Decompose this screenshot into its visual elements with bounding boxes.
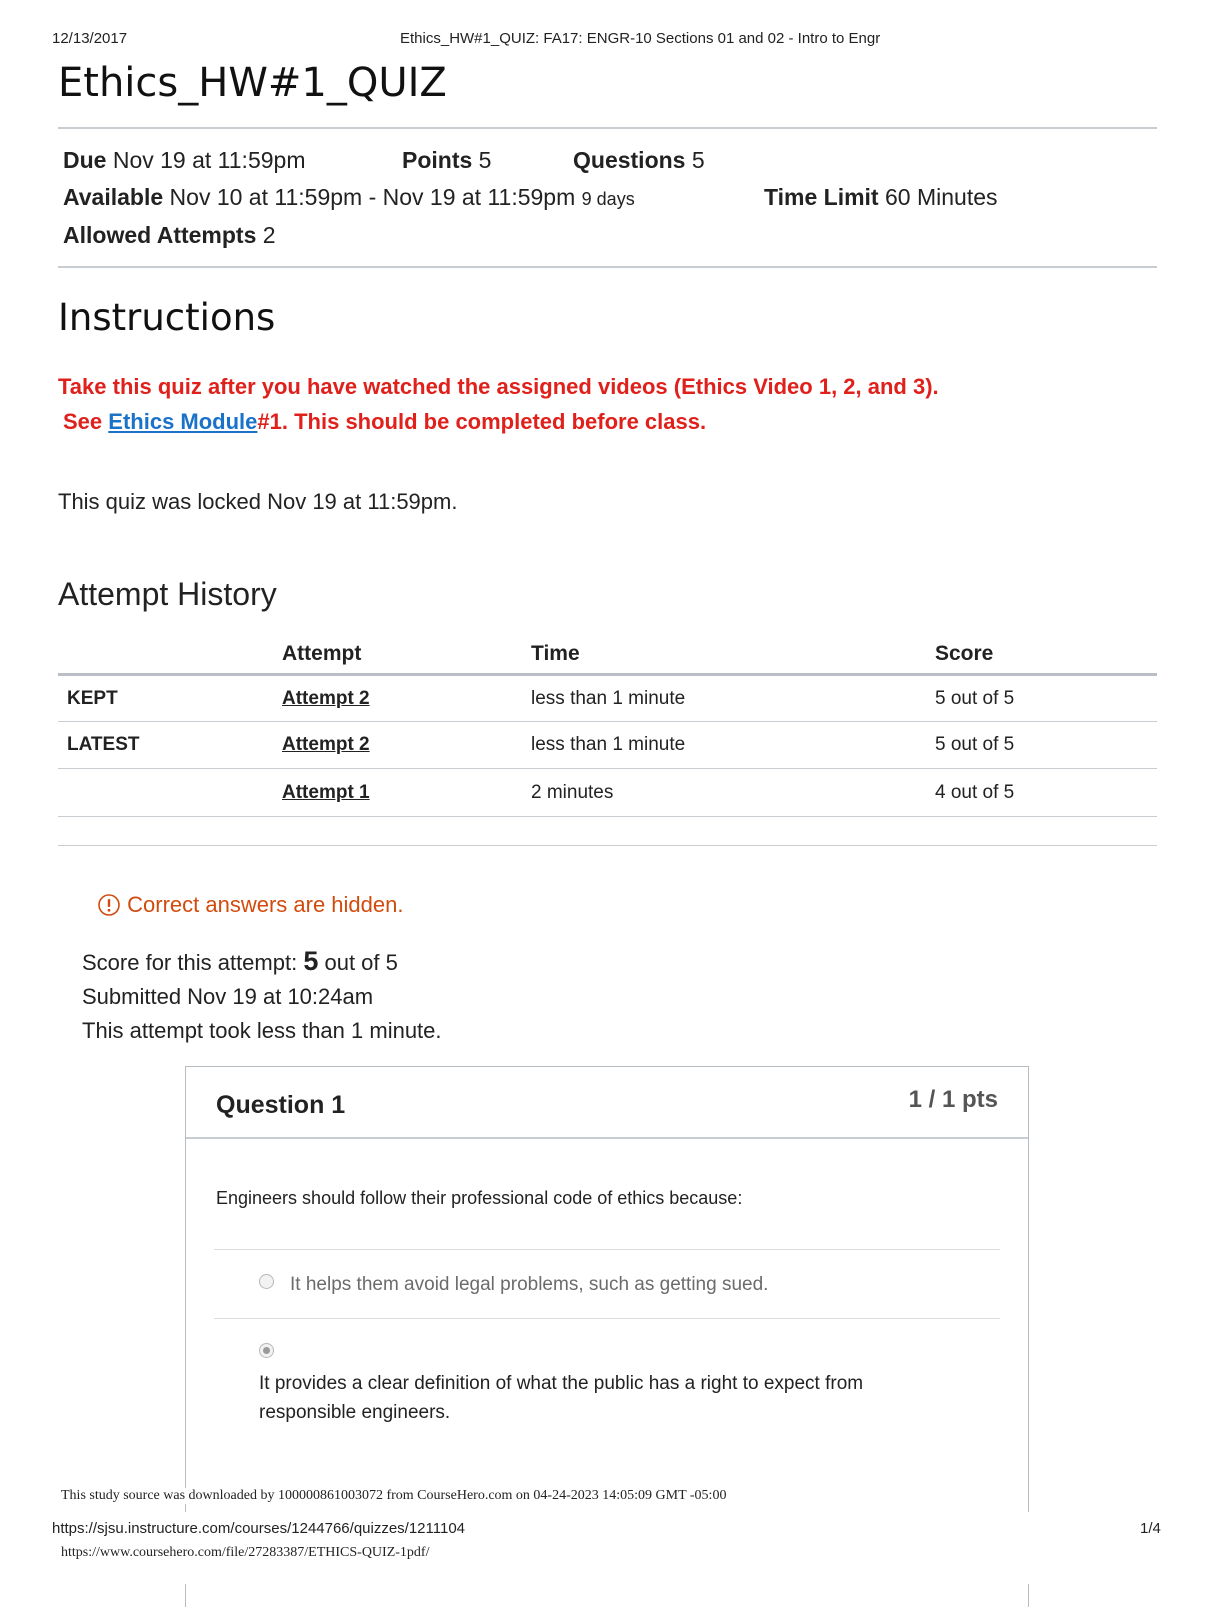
row-time: less than 1 minute (531, 734, 686, 755)
row-time: 2 minutes (531, 782, 614, 803)
option-2-radio[interactable] (259, 1343, 274, 1358)
question-header (186, 1067, 1028, 1139)
question-points: 1 / 1 pts (908, 1086, 998, 1113)
quiz-title: Ethics_HW#1_QUIZ (58, 60, 447, 106)
table-header-divider (58, 673, 1157, 676)
questions-info (573, 147, 705, 174)
row-time: less than 1 minute (531, 688, 686, 709)
due-info (63, 147, 305, 174)
print-page-title: Ethics_HW#1_QUIZ: FA17: ENGR-10 Sections 01 and 02 - Intro to Engr (400, 30, 881, 47)
question-prompt: Engineers should follow their professional code of ethics because: (216, 1188, 743, 1208)
column-header-time: Time (531, 642, 580, 665)
title-divider (58, 127, 1157, 129)
instructions-see: See (63, 409, 103, 434)
column-header-attempt: Attempt (282, 642, 362, 665)
option-2-text (259, 1369, 863, 1427)
table-row-divider (58, 768, 1157, 769)
option-2-line-1: It provides a clear definition of what the public has a right to expect from (259, 1373, 864, 1394)
option-2-line-2: responsible engineers. (259, 1402, 451, 1423)
option-1-text: It helps them avoid legal problems, such as getting sued. (290, 1274, 769, 1295)
instructions-line-1: Take this quiz after you have watched the assigned videos (Ethics Video 1, 2, and 3). (58, 374, 939, 399)
available-label: Available (63, 184, 164, 210)
attempts-info (63, 222, 276, 249)
page-number: 1/4 (1140, 1520, 1161, 1537)
warning-icon (97, 893, 121, 917)
row-score: 5 out of 5 (935, 688, 1015, 709)
row-score: 5 out of 5 (935, 734, 1015, 755)
print-date: 12/13/2017 (52, 30, 128, 47)
score-suffix: out of 5 (324, 950, 398, 975)
time-limit-label: Time Limit (764, 184, 879, 210)
questions-value: 5 (691, 147, 705, 173)
attempts-value: 2 (262, 222, 276, 248)
time-limit-info (764, 184, 998, 211)
available-days: 9 days (581, 189, 635, 209)
time-limit-value: 60 Minutes (885, 184, 998, 210)
attempt-link-kept[interactable]: Attempt 2 (282, 688, 370, 709)
points-label: Points (402, 147, 473, 173)
hidden-answers-notice (97, 892, 403, 918)
question-title: Question 1 (216, 1091, 346, 1119)
points-value: 5 (478, 147, 492, 173)
score-prefix: Score for this attempt: (82, 950, 298, 975)
attempts-label: Allowed Attempts (63, 222, 257, 248)
row-tag-kept: KEPT (67, 688, 118, 709)
meta-divider (58, 266, 1157, 268)
source-url: https://www.coursehero.com/file/27283387/ETHICS-QUIZ-1pdf/ (61, 1545, 430, 1560)
column-header-score: Score (935, 642, 994, 665)
option-1-radio[interactable] (259, 1274, 274, 1289)
row-tag-latest: LATEST (67, 734, 140, 755)
submitted-time: Submitted Nov 19 at 10:24am (82, 984, 374, 1009)
attempt-score (82, 946, 398, 977)
score-value: 5 (303, 946, 319, 976)
available-value: Nov 10 at 11:59pm - Nov 19 at 11:59pm (169, 184, 576, 210)
instructions-line-2 (63, 409, 706, 435)
locked-notice: This quiz was locked Nov 19 at 11:59pm. (58, 489, 458, 514)
table-row-divider (58, 721, 1157, 722)
due-value: Nov 19 at 11:59pm (112, 147, 306, 173)
instructions-heading: Instructions (58, 296, 276, 339)
section-divider (58, 845, 1157, 846)
due-label: Due (63, 147, 107, 173)
points-info (402, 147, 491, 174)
instructions-suffix: #1. This should be completed before class. (257, 409, 707, 434)
attempt-link-latest[interactable]: Attempt 2 (282, 734, 370, 755)
attempt-duration: This attempt took less than 1 minute. (82, 1018, 442, 1043)
attempt-link-1[interactable]: Attempt 1 (282, 782, 370, 803)
available-info (63, 184, 635, 211)
table-row-divider (58, 816, 1157, 817)
row-score: 4 out of 5 (935, 782, 1015, 803)
attempt-history-heading: Attempt History (58, 576, 277, 612)
option-divider (214, 1318, 1000, 1319)
questions-label: Questions (573, 147, 686, 173)
option-divider (214, 1249, 1000, 1250)
ethics-module-link[interactable]: Ethics Module (108, 409, 258, 434)
print-url: https://sjsu.instructure.com/courses/1244766/quizzes/1211104 (52, 1520, 466, 1537)
hidden-answers-text: Correct answers are hidden. (127, 892, 404, 917)
download-watermark: This study source was downloaded by 100000861003072 from CourseHero.com on 04-24-2023 14:05:09 GMT -05:00 (61, 1488, 727, 1503)
